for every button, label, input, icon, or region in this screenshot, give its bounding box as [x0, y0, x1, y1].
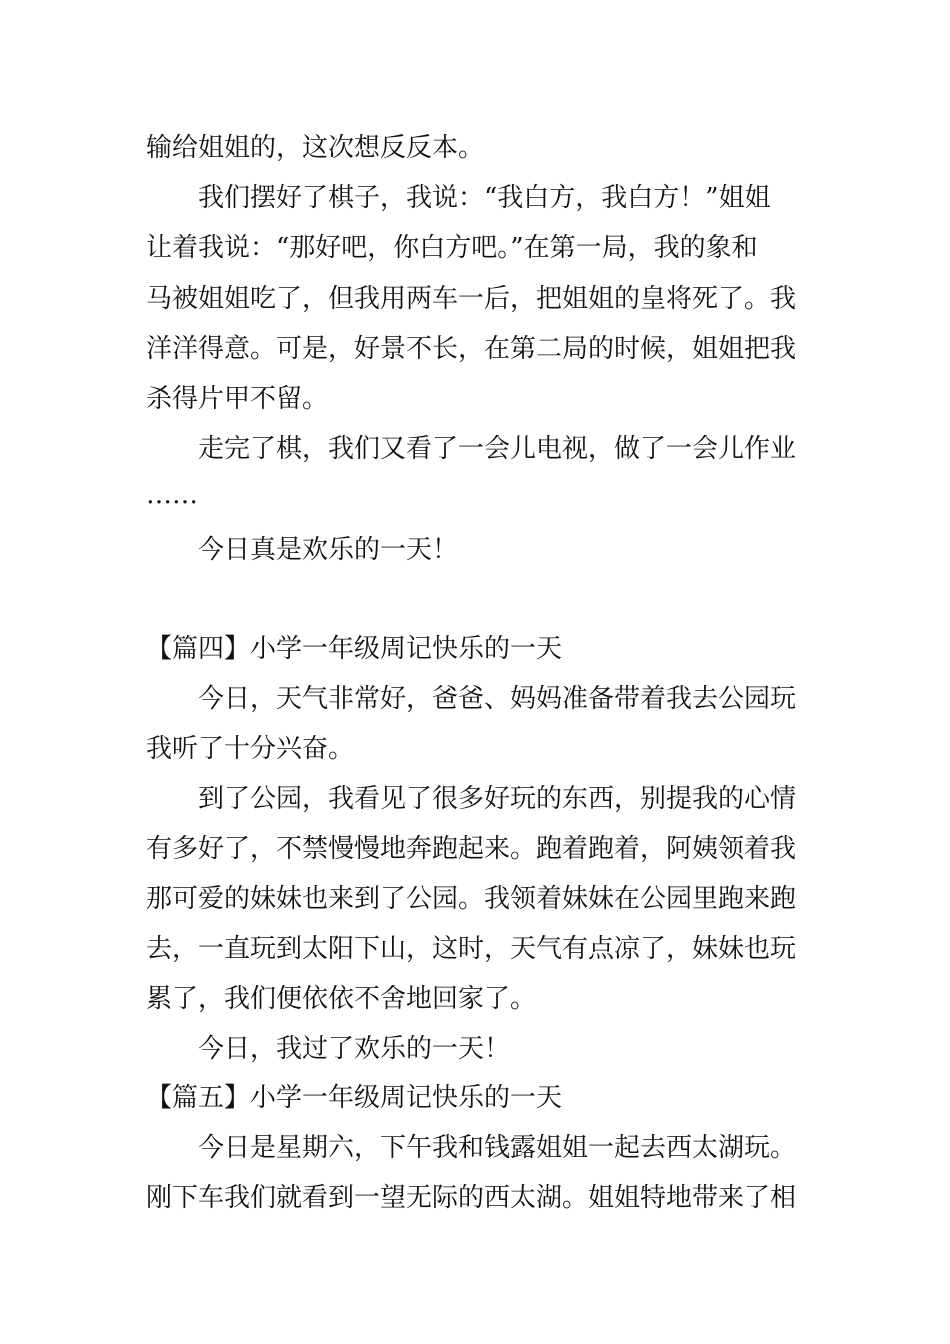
- paragraph-start: 今日，我过了欢乐的一天！: [198, 1034, 511, 1064]
- paragraph-start: 今日真是欢乐的一天！: [198, 535, 459, 565]
- text-line: 杀得片甲不留。: [146, 384, 329, 414]
- paragraph-start: 今日，天气非常好，爸爸、妈妈准备带着我去公园玩: [198, 684, 797, 714]
- text-line: 有多好了，不禁慢慢地奔跑起来。跑着跑着，阿姨领着我: [146, 834, 797, 864]
- section-heading: 【篇四】小学一年级周记快乐的一天: [146, 634, 563, 664]
- section-heading: 【篇五】小学一年级周记快乐的一天: [146, 1083, 563, 1113]
- text-line: 那可爱的妹妹也来到了公园。我领着妹妹在公园里跑来跑: [146, 884, 797, 914]
- paragraph-start: 到了公园，我看见了很多好玩的东西，别提我的心情: [198, 784, 797, 814]
- paragraph-start: 我们摆好了棋子，我说：“我白方，我白方！”姐姐: [198, 183, 771, 213]
- text-line: 洋洋得意。可是，好景不长，在第二局的时候，姐姐把我: [146, 334, 797, 364]
- text-line: 我听了十分兴奋。: [146, 734, 355, 764]
- text-line: 累了，我们便依依不舍地回家了。: [146, 984, 537, 1014]
- text-line: ……: [146, 480, 198, 510]
- text-line: 刚下车我们就看到一望无际的西太湖。姐姐特地带来了相: [146, 1183, 797, 1213]
- text-line: 输给姐姐的，这次想反反本。: [146, 133, 485, 163]
- text-line: 去，一直玩到太阳下山，这时，天气有点凉了，妹妹也玩: [146, 934, 797, 964]
- text-line: 马被姐姐吃了，但我用两车一后，把姐姐的皇将死了。我: [146, 284, 797, 314]
- paragraph-start: 走完了棋，我们又看了一会儿电视，做了一会儿作业: [198, 434, 797, 464]
- text-line: 让着我说：“那好吧，你白方吧。”在第一局，我的象和: [146, 233, 758, 263]
- paragraph-start: 今日是星期六，下午我和钱露姐姐一起去西太湖玩。: [198, 1133, 797, 1163]
